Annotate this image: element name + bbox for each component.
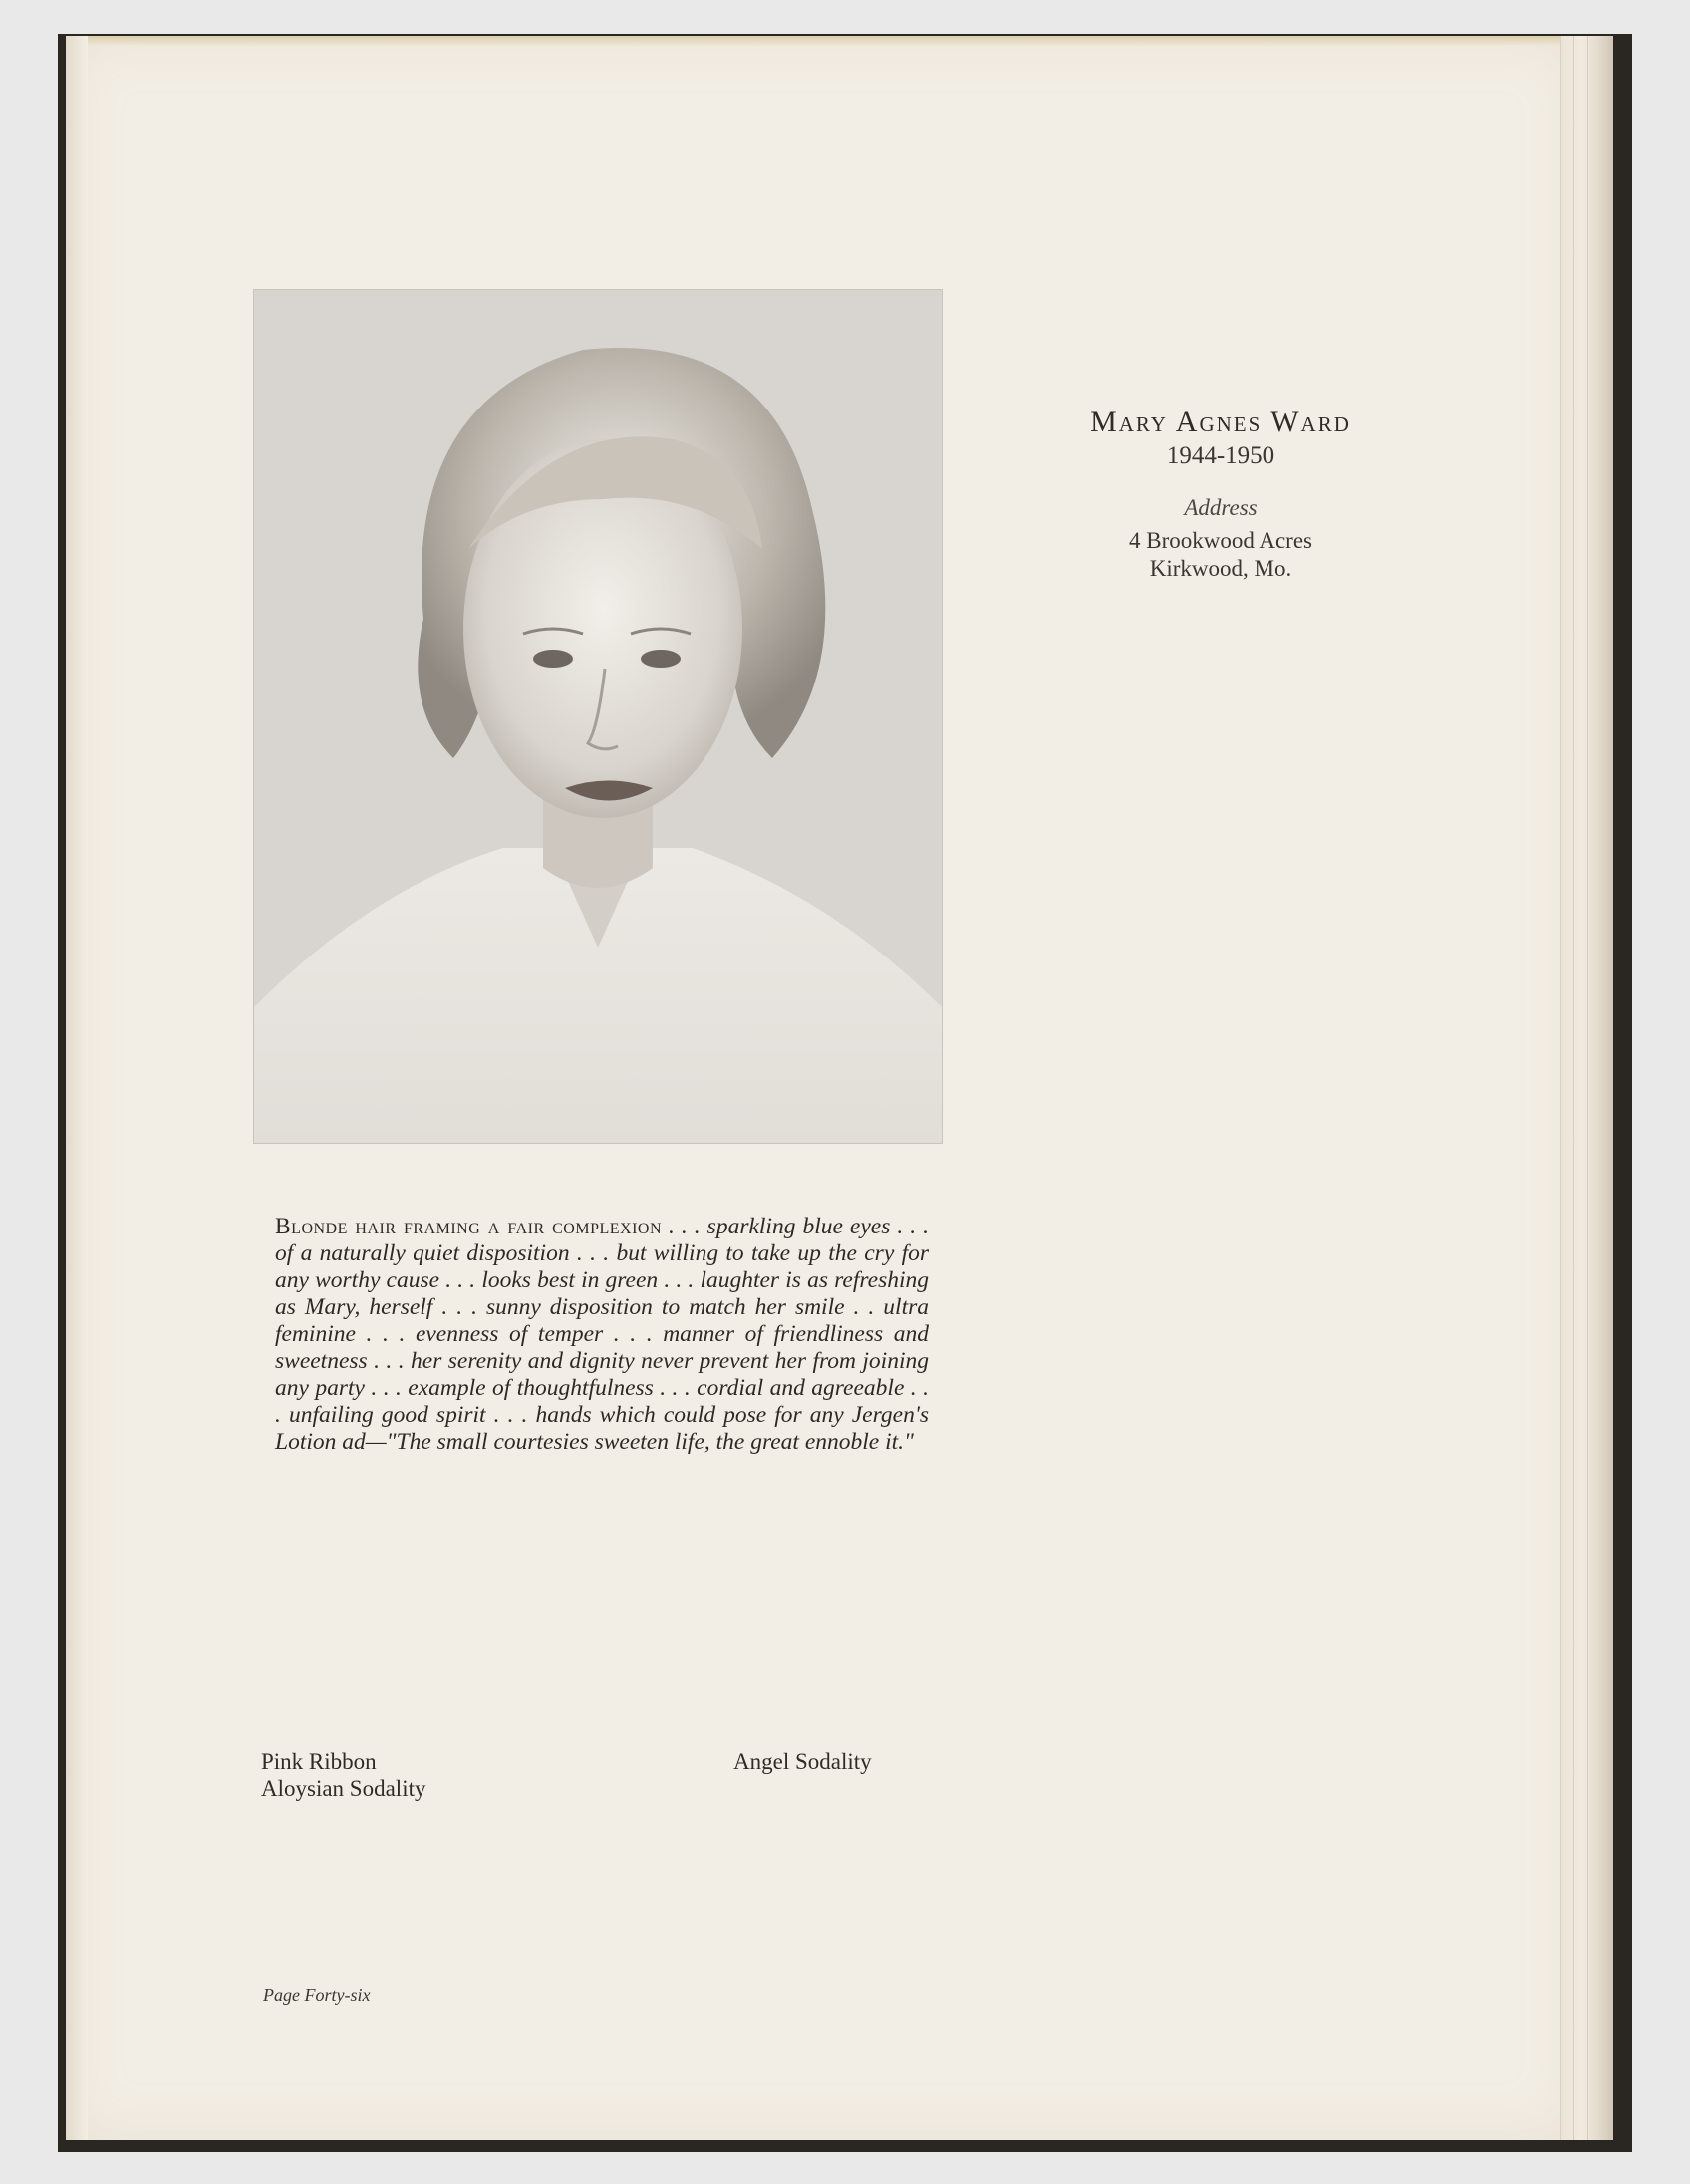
page-stack-edge xyxy=(1560,36,1613,2140)
page-number: Page Forty-six xyxy=(263,1985,371,2005)
portrait-photo xyxy=(254,290,942,1143)
page-gutter xyxy=(66,36,88,2140)
page-top-edge xyxy=(66,36,1578,46)
address-label: Address xyxy=(1184,495,1258,520)
address-street: 4 Brookwood Acres xyxy=(1129,528,1312,553)
activity-item: Angel Sodality xyxy=(733,1749,872,1774)
description-body: . . . sparkling blue eyes . . . of a naturally quiet disposition . . . but willing to take up the cry for any worthy cause . . . looks best in green . . . laughter is as refreshing as Mary, herself . . . sunny disposition to match her smile . . ultra feminine . . . evenness of temper . . . manner of friendliness and sweetness . . . her serenity and dignity never prevent her from joining any party . . . example of thoughtfulness . . . cordial and agreeable . . . unfailing good spirit . . . hands which could pose for any Jergen's Lotion ad—"The small courtesies sweeten life, the great ennoble it." xyxy=(275,1214,929,1455)
activity-item: Aloysian Sodality xyxy=(261,1776,426,1801)
address-city: Kirkwood, Mo. xyxy=(1149,556,1292,581)
portrait-illustration xyxy=(254,290,942,1143)
description-lead: Blonde hair framing a fair complexion xyxy=(275,1214,663,1239)
attendance-years: 1944-1950 xyxy=(1166,442,1275,469)
student-name: Mary Agnes Ward xyxy=(1090,406,1351,438)
activity-item: Pink Ribbon xyxy=(261,1749,377,1774)
student-description xyxy=(275,1214,929,1456)
